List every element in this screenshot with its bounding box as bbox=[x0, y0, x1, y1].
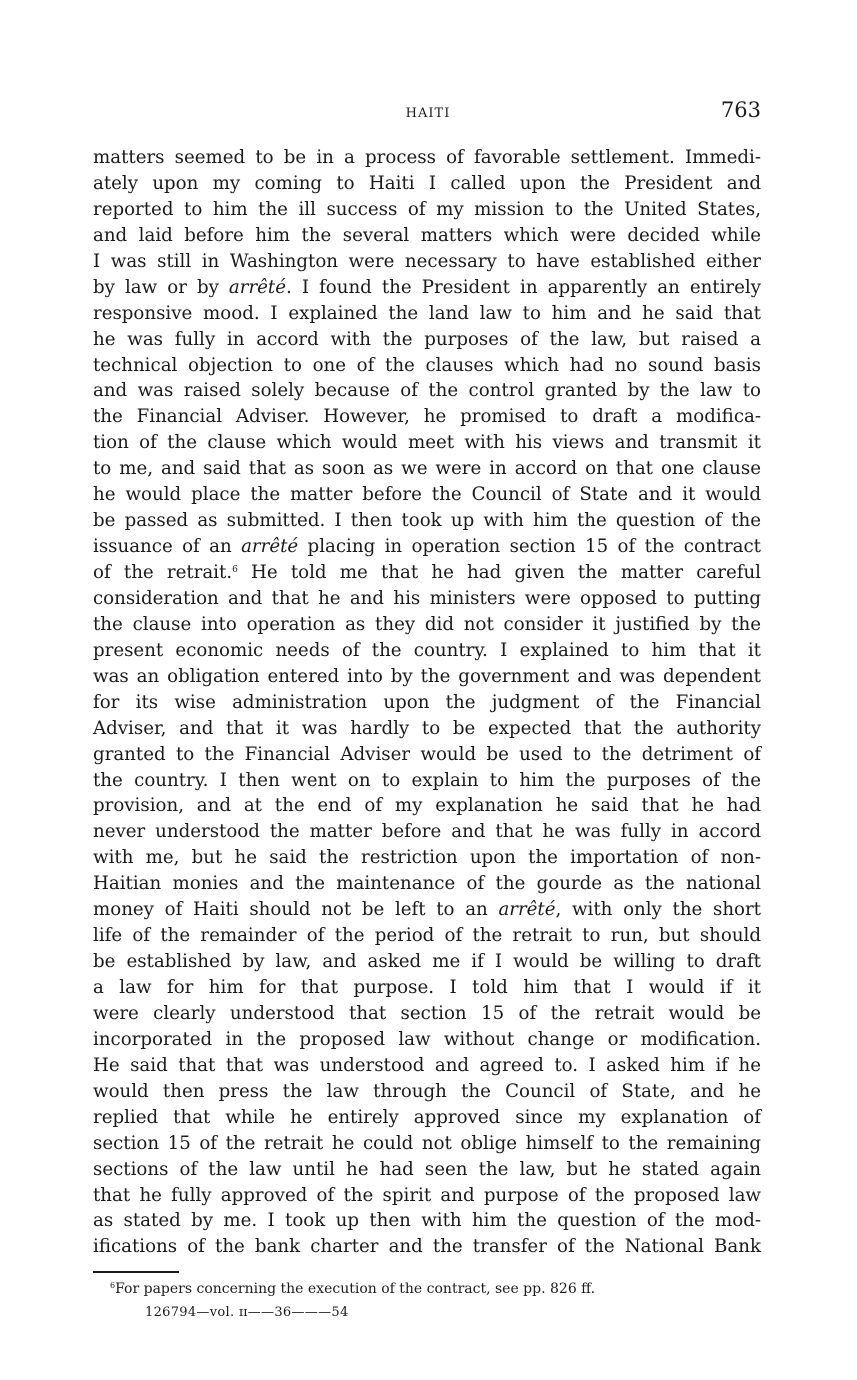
text-line bbox=[93, 508, 761, 534]
text-segment: he was fully in accord with the purposes of the law, but raised a bbox=[93, 328, 761, 350]
text-line bbox=[93, 819, 761, 845]
text-segment: and was raised solely because of the control granted by the law to bbox=[93, 380, 761, 402]
text-line bbox=[93, 327, 761, 353]
text-line bbox=[93, 456, 761, 482]
text-line bbox=[93, 1105, 761, 1131]
text-segment: I was still in Washington were necessary to have established either bbox=[93, 250, 761, 272]
text-line bbox=[93, 949, 761, 975]
text-segment: section 15 of the retrait he could not oblige himself to the remaining bbox=[93, 1132, 761, 1154]
text-segment: reported to him the ill success of my mission to the United States, bbox=[93, 198, 761, 220]
printing-code: 126794—vol. ɪɪ——36———54 bbox=[145, 1305, 349, 1320]
text-segment: present economic needs of the country. I explained to him that it bbox=[93, 639, 761, 661]
text-segment: the country. I then went on to explain to him the purposes of the bbox=[93, 769, 761, 791]
text-line bbox=[93, 845, 761, 871]
text-segment: He said that that was understood and agreed to. I asked him if he bbox=[93, 1054, 761, 1076]
italic-term: arrêté bbox=[241, 536, 299, 558]
text-segment: , with only the short bbox=[555, 899, 761, 921]
text-line bbox=[93, 534, 761, 560]
running-head bbox=[93, 100, 763, 130]
text-segment: be established by law, and asked me if I would be willing to draft bbox=[93, 951, 761, 973]
text-segment: to me, and said that as soon as we were in accord on that one clause bbox=[93, 458, 761, 480]
text-segment: provision, and at the end of my explanation he said that he had bbox=[93, 795, 761, 817]
text-segment: matters seemed to be in a process of favorable settlement. Immedi- bbox=[93, 147, 761, 168]
text-segment: . I found the President in apparently an entirely bbox=[286, 276, 761, 298]
text-line bbox=[93, 897, 761, 923]
footnote-text: For papers concerning the execution of the contract, see pp. 826 ff. bbox=[115, 1281, 596, 1297]
text-segment: be passed as submitted. I then took up with him the question of the bbox=[93, 510, 761, 532]
italic-term: arrêté bbox=[228, 276, 286, 298]
text-segment: consideration and that he and his ministers were opposed to putting bbox=[93, 587, 761, 609]
text-line bbox=[93, 768, 761, 794]
text-segment: issuance of an bbox=[93, 536, 242, 558]
text-line bbox=[93, 378, 761, 404]
text-segment: sections of the law until he had seen the law, but he stated again bbox=[93, 1158, 761, 1180]
text-segment: and laid before him the several matters which were decided while bbox=[93, 224, 761, 246]
text-segment: technical objection to one of the clauses which had no sound basis bbox=[93, 354, 761, 376]
text-segment: a law for him for that purpose. I told him that I would if it bbox=[93, 977, 761, 998]
text-segment: incorporated in the proposed law without change or modification. bbox=[93, 1028, 761, 1050]
text-line bbox=[93, 742, 761, 768]
text-line bbox=[93, 716, 761, 742]
text-line bbox=[93, 353, 761, 379]
text-segment: tion of the clause which would meet with his views and transmit it bbox=[93, 432, 761, 454]
text-line bbox=[93, 197, 761, 223]
text-line bbox=[93, 1157, 761, 1183]
text-line bbox=[93, 404, 761, 430]
text-segment: was an obligation entered into by the government and was dependent bbox=[93, 665, 761, 687]
text-segment: by law or by bbox=[93, 276, 229, 298]
text-segment: were clearly understood that section 15 of the retrait would be bbox=[93, 1002, 761, 1024]
text-segment: the clause into operation as they did not consider it justified by the bbox=[93, 613, 761, 635]
text-segment: granted to the Financial Adviser would be used to the detriment of bbox=[93, 743, 761, 765]
text-segment: for its wise administration upon the judgment of the Financial bbox=[93, 691, 761, 713]
text-segment: responsive mood. I explained the land law to him and he said that bbox=[93, 302, 761, 324]
text-line bbox=[93, 171, 761, 197]
text-segment: He told me that he had given the matter careful bbox=[237, 562, 761, 583]
text-line bbox=[93, 871, 761, 897]
text-line bbox=[93, 1053, 761, 1079]
italic-term: arrêté bbox=[498, 899, 556, 921]
text-line bbox=[93, 638, 761, 664]
text-line bbox=[93, 1079, 761, 1105]
text-segment: Haitian monies and the maintenance of the gourde as the national bbox=[93, 873, 761, 895]
text-line bbox=[93, 560, 761, 586]
text-segment: replied that while he entirely approved since my explanation of bbox=[93, 1106, 761, 1128]
text-segment: money of Haiti should not be left to an bbox=[93, 899, 499, 921]
text-line bbox=[93, 1234, 761, 1260]
text-segment: ately upon my coming to Haiti I called upon the President and bbox=[93, 172, 761, 194]
text-segment: placing in operation section 15 of the contract bbox=[298, 536, 761, 558]
text-line bbox=[93, 1027, 761, 1053]
text-segment: Adviser, and that it was hardly to be expected that the authority bbox=[93, 717, 761, 739]
footnote-reference: 6 bbox=[232, 565, 238, 575]
text-segment: would then press the law through the Council of State, and he bbox=[93, 1080, 761, 1102]
text-line bbox=[93, 249, 761, 275]
text-line bbox=[93, 430, 761, 456]
text-segment: as stated by me. I took up then with him the question of the mod- bbox=[93, 1210, 761, 1232]
text-line bbox=[93, 923, 761, 949]
text-line bbox=[93, 1183, 761, 1209]
text-line bbox=[93, 1208, 761, 1234]
text-line bbox=[93, 793, 761, 819]
text-segment: the Financial Adviser. However, he promised to draft a modifica- bbox=[93, 406, 761, 428]
text-line bbox=[93, 664, 761, 690]
text-line bbox=[93, 482, 761, 508]
text-segment: never understood the matter before and that he was fully in accord bbox=[93, 821, 761, 843]
text-line bbox=[93, 275, 761, 301]
footnote-divider bbox=[93, 1271, 179, 1273]
text-segment: with me, but he said the restriction upon the importation of non- bbox=[93, 847, 761, 869]
text-line bbox=[93, 301, 761, 327]
page-number: 763 bbox=[720, 98, 761, 122]
text-segment: he would place the matter before the Council of State and it would bbox=[93, 484, 761, 506]
text-segment: of the retrait. bbox=[93, 562, 233, 583]
text-segment: ifications of the bank charter and the transfer of the National Bank bbox=[93, 1236, 761, 1258]
footnote-marker: 6 bbox=[110, 1281, 116, 1290]
text-line bbox=[93, 975, 761, 1001]
text-segment: life of the remainder of the period of the retrait to run, but should bbox=[93, 925, 761, 947]
text-line bbox=[93, 612, 761, 638]
body-paragraph bbox=[93, 145, 761, 1260]
text-line bbox=[93, 1001, 761, 1027]
text-line bbox=[93, 1131, 761, 1157]
running-head-title: HAITI bbox=[405, 106, 451, 121]
footnote bbox=[110, 1279, 595, 1299]
text-line bbox=[93, 145, 761, 171]
text-line bbox=[93, 586, 761, 612]
text-segment: that he fully approved of the spirit and purpose of the proposed law bbox=[93, 1184, 761, 1206]
text-line bbox=[93, 690, 761, 716]
text-line bbox=[93, 223, 761, 249]
